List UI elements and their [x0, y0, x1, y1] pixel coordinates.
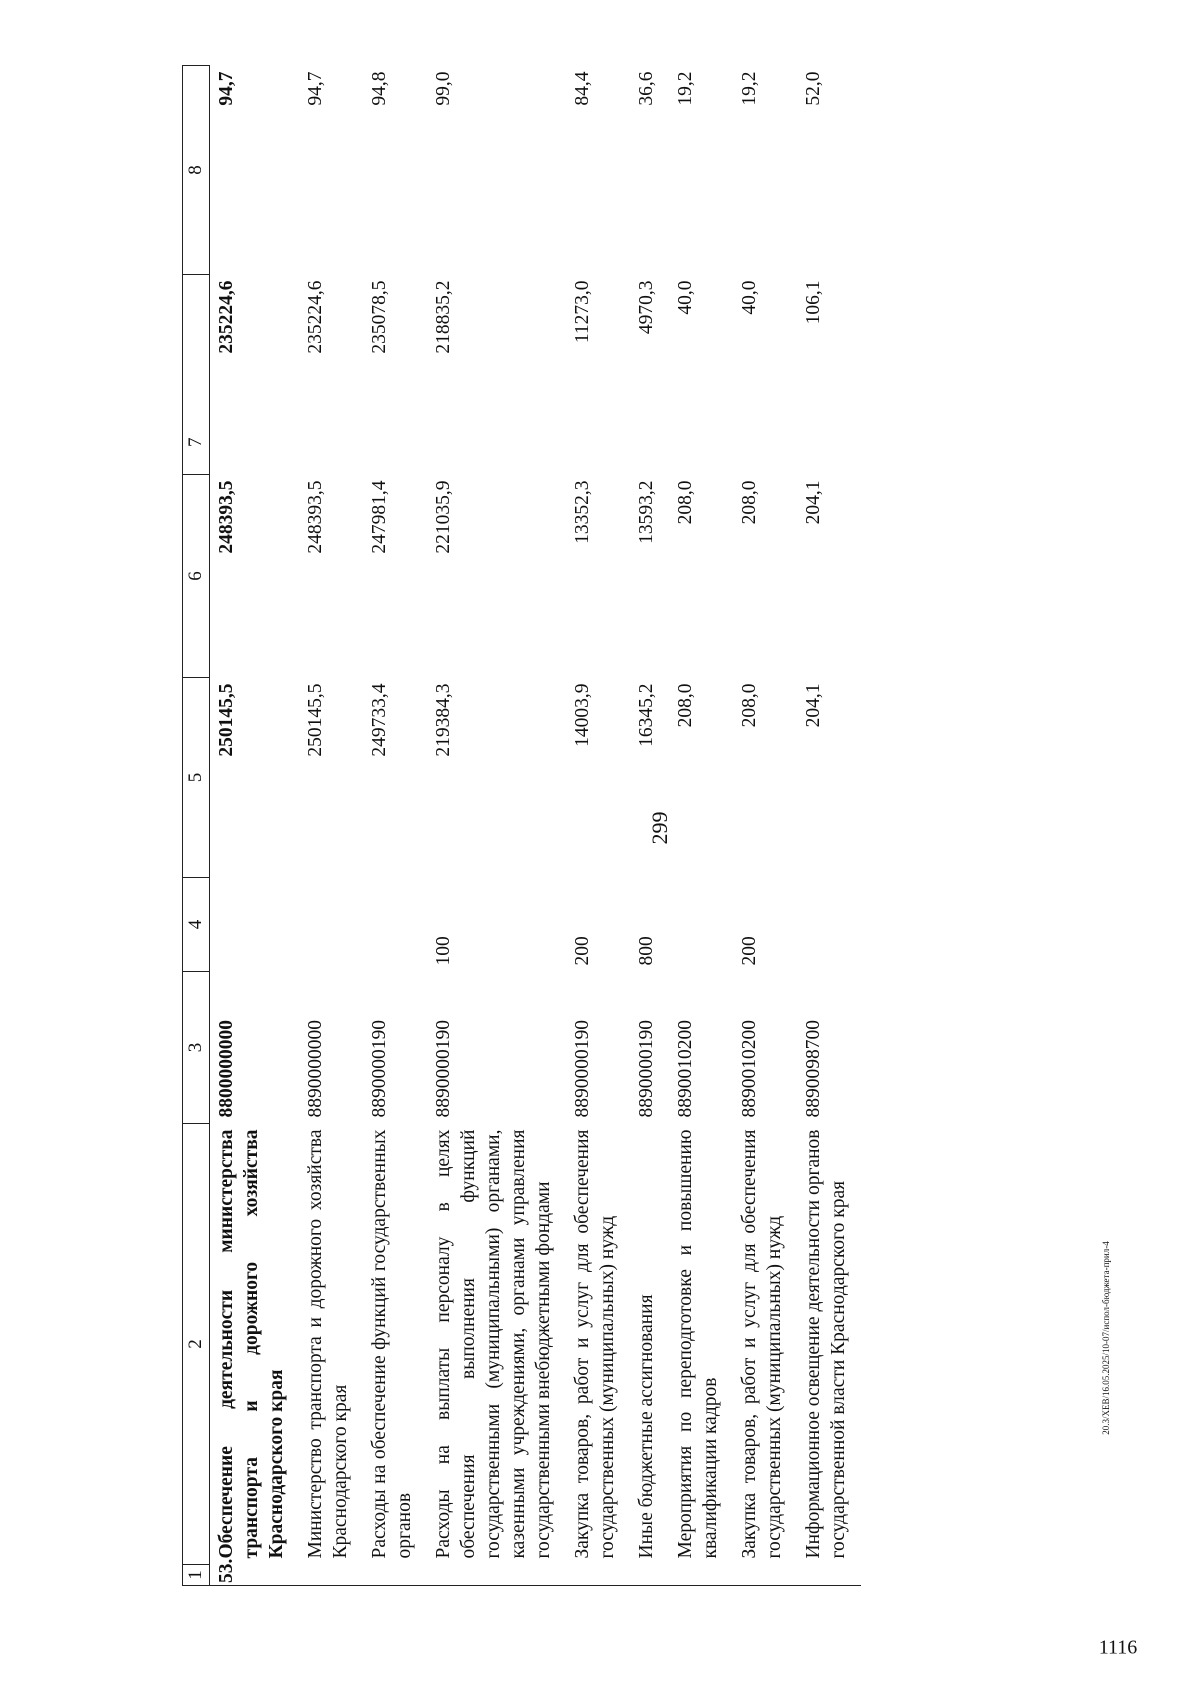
row-revised: 208,0	[739, 480, 760, 525]
row-percent: 94,7	[216, 71, 237, 106]
row-type	[363, 878, 427, 972]
row-percent: 19,2	[675, 71, 696, 106]
column-header: 4	[183, 878, 210, 972]
row-type	[669, 878, 733, 972]
row-code: 8800000000	[216, 1020, 237, 1118]
row-number: 53.	[210, 1565, 300, 1586]
row-percent: 99,0	[433, 71, 454, 106]
row-actual: 235224,6	[305, 280, 326, 354]
row-code: 8890098700	[803, 1020, 824, 1118]
row-code: 8890000190	[572, 1020, 593, 1118]
column-header: 5	[183, 678, 210, 878]
row-number	[427, 1565, 566, 1586]
column-number-header	[183, 66, 210, 1586]
row-code: 8890010200	[675, 1020, 696, 1118]
column-header: 1	[183, 1565, 210, 1586]
row-type: 200	[739, 936, 760, 966]
row-percent: 84,4	[572, 71, 593, 106]
row-type: 800	[636, 936, 657, 966]
row-plan: 204,1	[803, 683, 824, 728]
table-row	[733, 66, 797, 1586]
column-header: 3	[183, 972, 210, 1124]
table-row	[566, 66, 630, 1586]
table-row	[299, 66, 363, 1586]
row-name: Мероприятия по переподготовке и повышению квалификации кадров	[675, 1129, 721, 1559]
row-percent: 94,7	[305, 71, 326, 106]
row-number	[299, 1565, 363, 1586]
row-revised: 204,1	[803, 480, 824, 525]
row-plan: 14003,9	[572, 683, 593, 747]
table-row	[363, 66, 427, 1586]
row-plan: 219384,3	[433, 683, 454, 757]
row-type: 200	[572, 936, 593, 966]
row-actual: 235078,5	[369, 280, 390, 354]
row-plan: 250145,5	[216, 683, 237, 757]
row-plan: 250145,5	[305, 683, 326, 757]
row-name: Обеспечение деятельности министерства транспорта и дорожного хозяйства Краснодарского края	[216, 1129, 287, 1559]
row-name: Министерство транспорта и дорожного хозяйства Краснодарского края	[305, 1129, 351, 1559]
row-name: Информационное освещение деятельности органов государственной власти Краснодарского края	[803, 1129, 849, 1559]
row-revised: 248393,5	[216, 480, 237, 554]
row-actual: 40,0	[675, 280, 696, 315]
document-code: 20.3/XEB/16.05.2025/10-07/испол-бюджета-прил-4	[1101, 1241, 1111, 1435]
table-row	[630, 66, 669, 1586]
row-name: Закупка товаров, работ и услуг для обеспечения государственных (муниципальных) нужд	[572, 1129, 618, 1559]
row-actual: 218835,2	[433, 280, 454, 354]
row-code: 8890010200	[739, 1020, 760, 1118]
rotated-table-container	[180, 0, 1180, 1586]
row-percent: 19,2	[739, 71, 760, 106]
row-actual: 106,1	[803, 280, 824, 325]
row-name: Расходы на обеспечение функций государственных органов	[369, 1129, 415, 1559]
row-name: Расходы на выплаты персоналу в целях обеспечения выполнения функций государственными (муниципальными) органами, казенными учреждениями, органами управления государственными внебюджетными фондами	[433, 1129, 554, 1559]
row-code: 8890000190	[369, 1020, 390, 1118]
row-name: Иные бюджетные ассигнования	[636, 1294, 657, 1559]
row-revised: 208,0	[675, 480, 696, 525]
row-type: 100	[433, 936, 454, 966]
row-actual: 4970,3	[636, 280, 657, 335]
row-actual: 11273,0	[572, 280, 593, 344]
row-type	[797, 878, 861, 972]
row-actual: 235224,6	[216, 280, 237, 354]
row-number	[363, 1565, 427, 1586]
row-code: 8890000190	[433, 1020, 454, 1118]
column-header: 6	[183, 475, 210, 678]
table-row	[669, 66, 733, 1586]
page-number: 299	[647, 811, 672, 845]
table-row	[210, 66, 300, 1586]
row-revised: 221035,9	[433, 480, 454, 554]
sheet-number: 1116	[1098, 1636, 1138, 1659]
row-code: 8890000190	[636, 1020, 657, 1118]
row-number	[669, 1565, 733, 1586]
row-percent: 36,6	[636, 71, 657, 106]
row-name: Закупка товаров, работ и услуг для обеспечения государственных (муниципальных) нужд	[739, 1129, 785, 1559]
row-percent: 52,0	[803, 71, 824, 106]
table-row	[427, 66, 566, 1586]
row-code: 8890000000	[305, 1020, 326, 1118]
row-number	[797, 1565, 861, 1586]
column-header: 8	[183, 66, 210, 275]
row-revised: 13352,3	[572, 480, 593, 544]
row-number	[733, 1565, 797, 1586]
row-plan: 208,0	[739, 683, 760, 728]
row-type	[210, 878, 300, 972]
row-plan: 16345,2	[636, 683, 657, 747]
row-plan: 208,0	[675, 683, 696, 728]
row-revised: 248393,5	[305, 480, 326, 554]
row-percent: 94,8	[369, 71, 390, 106]
row-plan: 249733,4	[369, 683, 390, 757]
row-actual: 40,0	[739, 280, 760, 315]
budget-table	[182, 65, 861, 1586]
row-number	[566, 1565, 630, 1586]
row-revised: 13593,2	[636, 480, 657, 544]
column-header: 7	[183, 275, 210, 475]
row-revised: 247981,4	[369, 480, 390, 554]
row-number	[630, 1565, 669, 1586]
row-type	[299, 878, 363, 972]
column-header: 2	[183, 1124, 210, 1565]
table-row	[797, 66, 861, 1586]
